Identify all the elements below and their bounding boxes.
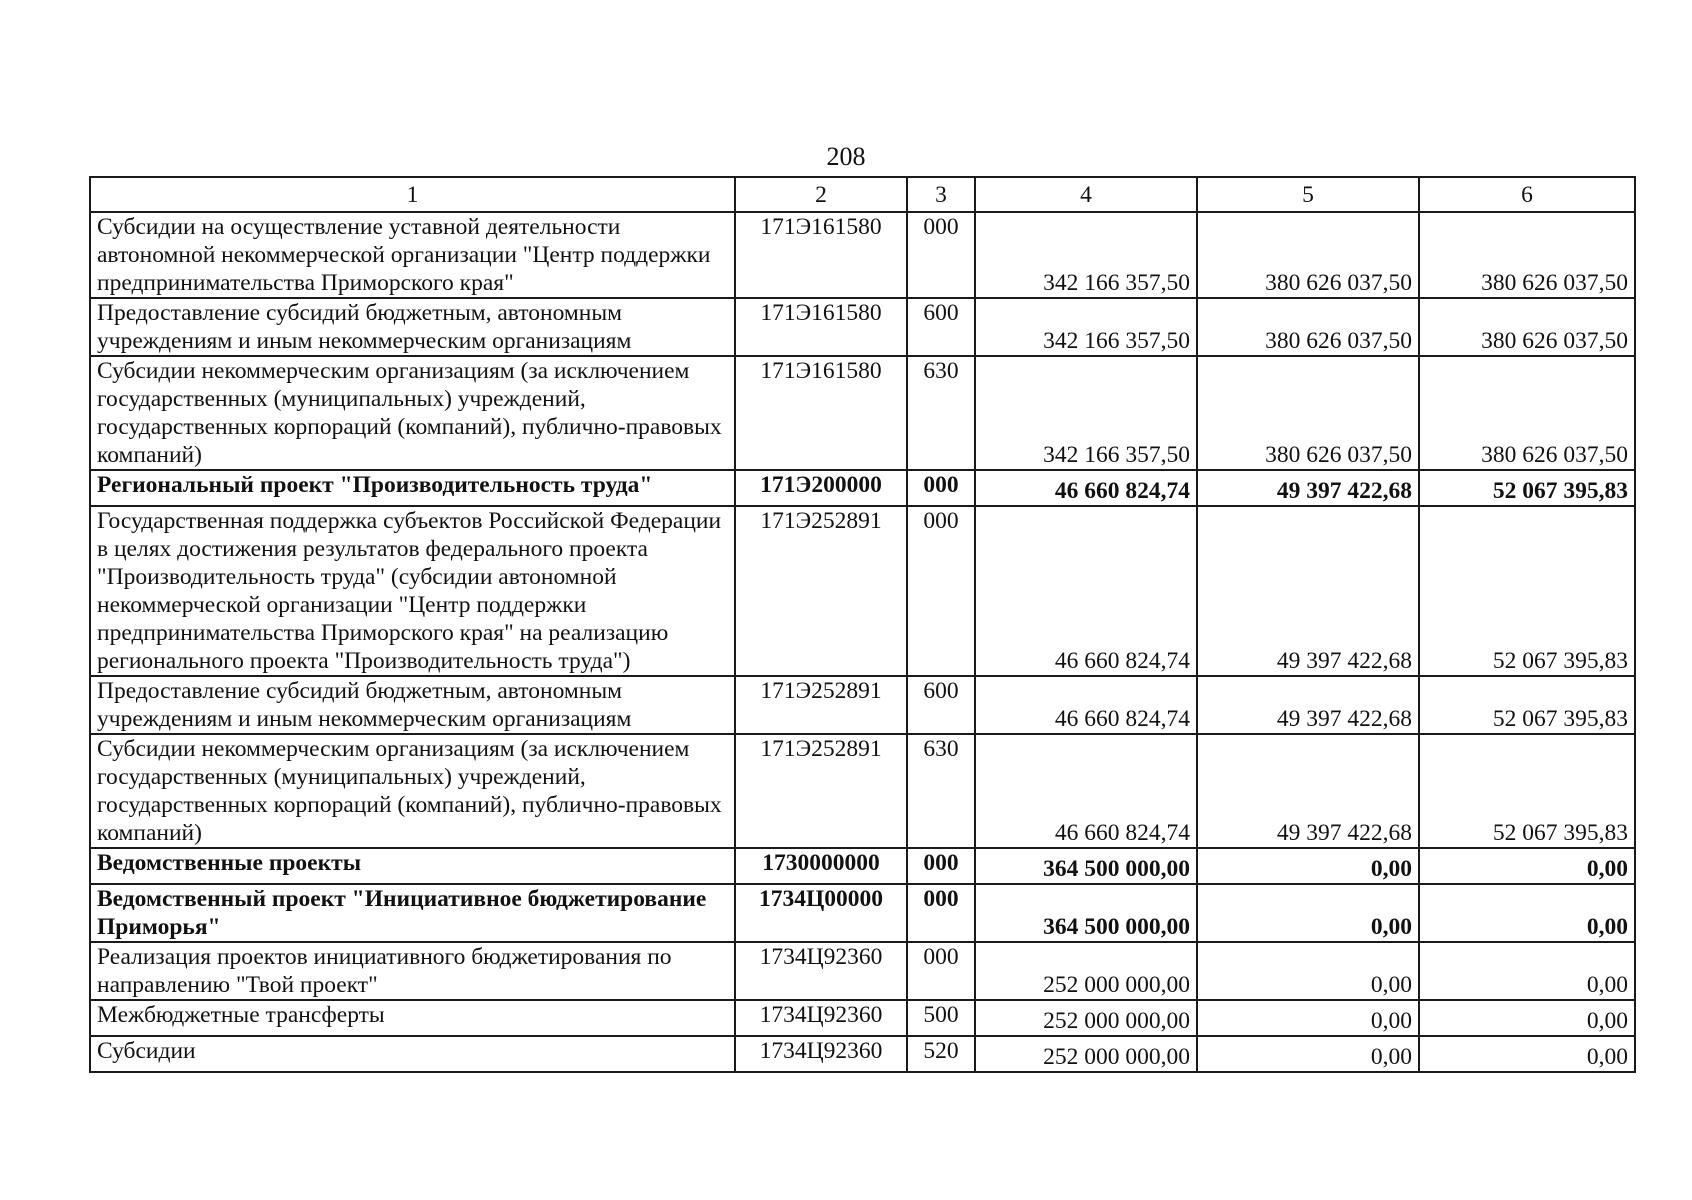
row-amount-col-6: 380 626 037,50 bbox=[1419, 212, 1635, 298]
column-number-1: 1 bbox=[90, 177, 735, 212]
row-amount-col-4: 46 660 824,74 bbox=[975, 676, 1197, 734]
row-amount-col-4: 252 000 000,00 bbox=[975, 1000, 1197, 1036]
row-name: Субсидии некоммерческим организациям (за исключением государственных (муниципальных) учреждений, государственных корпораций (компаний), публично-правовых компаний) bbox=[90, 734, 735, 848]
row-amount-col-6: 52 067 395,83 bbox=[1419, 676, 1635, 734]
row-amount-col-5: 0,00 bbox=[1197, 884, 1419, 942]
row-amount-col-4: 46 660 824,74 bbox=[975, 506, 1197, 676]
row-target-code: 171Э161580 bbox=[735, 298, 907, 356]
row-amount-col-6: 380 626 037,50 bbox=[1419, 356, 1635, 470]
row-amount-col-5: 0,00 bbox=[1197, 1000, 1419, 1036]
row-expense-type: 500 bbox=[907, 1000, 975, 1036]
table-row bbox=[90, 212, 1635, 298]
row-name: Субсидии на осуществление уставной деятельности автономной некоммерческой организации "Центр поддержки предпринимательства Приморского края" bbox=[90, 212, 735, 298]
row-expense-type: 630 bbox=[907, 356, 975, 470]
row-name: Предоставление субсидий бюджетным, автономным учреждениям и иным некоммерческим организациям bbox=[90, 676, 735, 734]
row-amount-col-6: 0,00 bbox=[1419, 942, 1635, 1000]
column-number-row bbox=[90, 177, 1635, 212]
table-row bbox=[90, 676, 1635, 734]
row-amount-col-4: 364 500 000,00 bbox=[975, 848, 1197, 884]
row-amount-col-6: 0,00 bbox=[1419, 1036, 1635, 1072]
column-number-4: 4 bbox=[975, 177, 1197, 212]
row-expense-type: 600 bbox=[907, 676, 975, 734]
row-amount-col-4: 46 660 824,74 bbox=[975, 734, 1197, 848]
row-target-code: 171Э252891 bbox=[735, 734, 907, 848]
row-amount-col-4: 252 000 000,00 bbox=[975, 942, 1197, 1000]
column-number-3: 3 bbox=[907, 177, 975, 212]
row-amount-col-5: 380 626 037,50 bbox=[1197, 356, 1419, 470]
table-row bbox=[90, 1036, 1635, 1072]
row-expense-type: 000 bbox=[907, 212, 975, 298]
row-name: Субсидии bbox=[90, 1036, 735, 1072]
table-row bbox=[90, 942, 1635, 1000]
row-name: Государственная поддержка субъектов Российской Федерации в целях достижения результатов федерального проекта "Производительность труда" (субсидии автономной некоммерческой организации "Центр поддержки предпринимательства Приморского края" на реализацию регионального проекта "Производительность труда") bbox=[90, 506, 735, 676]
row-name: Региональный проект "Производительность труда" bbox=[90, 470, 735, 506]
row-name: Субсидии некоммерческим организациям (за исключением государственных (муниципальных) учреждений, государственных корпораций (компаний), публично-правовых компаний) bbox=[90, 356, 735, 470]
budget-table bbox=[89, 176, 1636, 1073]
row-target-code: 1734Ц92360 bbox=[735, 1000, 907, 1036]
row-amount-col-5: 0,00 bbox=[1197, 848, 1419, 884]
row-name: Ведомственный проект "Инициативное бюджетирование Приморья" bbox=[90, 884, 735, 942]
row-target-code: 1730000000 bbox=[735, 848, 907, 884]
row-amount-col-6: 52 067 395,83 bbox=[1419, 734, 1635, 848]
row-target-code: 171Э252891 bbox=[735, 676, 907, 734]
row-amount-col-5: 49 397 422,68 bbox=[1197, 506, 1419, 676]
row-amount-col-5: 49 397 422,68 bbox=[1197, 734, 1419, 848]
row-target-code: 1734Ц92360 bbox=[735, 942, 907, 1000]
row-amount-col-6: 380 626 037,50 bbox=[1419, 298, 1635, 356]
row-amount-col-4: 252 000 000,00 bbox=[975, 1036, 1197, 1072]
page-number: 208 bbox=[826, 142, 866, 171]
row-amount-col-6: 52 067 395,83 bbox=[1419, 470, 1635, 506]
row-amount-col-5: 0,00 bbox=[1197, 942, 1419, 1000]
row-name: Предоставление субсидий бюджетным, автономным учреждениям и иным некоммерческим организациям bbox=[90, 298, 735, 356]
row-amount-col-4: 342 166 357,50 bbox=[975, 298, 1197, 356]
row-amount-col-6: 0,00 bbox=[1419, 848, 1635, 884]
row-amount-col-4: 342 166 357,50 bbox=[975, 356, 1197, 470]
row-amount-col-5: 0,00 bbox=[1197, 1036, 1419, 1072]
row-amount-col-5: 380 626 037,50 bbox=[1197, 298, 1419, 356]
row-target-code: 171Э252891 bbox=[735, 506, 907, 676]
table-row bbox=[90, 848, 1635, 884]
row-amount-col-5: 380 626 037,50 bbox=[1197, 212, 1419, 298]
row-name: Межбюджетные трансферты bbox=[90, 1000, 735, 1036]
column-number-2: 2 bbox=[735, 177, 907, 212]
column-number-6: 6 bbox=[1419, 177, 1635, 212]
row-expense-type: 000 bbox=[907, 848, 975, 884]
row-name: Ведомственные проекты bbox=[90, 848, 735, 884]
row-name: Реализация проектов инициативного бюджетирования по направлению "Твой проект" bbox=[90, 942, 735, 1000]
row-amount-col-5: 49 397 422,68 bbox=[1197, 470, 1419, 506]
row-amount-col-6: 0,00 bbox=[1419, 884, 1635, 942]
row-amount-col-6: 52 067 395,83 bbox=[1419, 506, 1635, 676]
column-number-5: 5 bbox=[1197, 177, 1419, 212]
row-target-code: 171Э200000 bbox=[735, 470, 907, 506]
table-row bbox=[90, 734, 1635, 848]
row-expense-type: 520 bbox=[907, 1036, 975, 1072]
row-amount-col-4: 342 166 357,50 bbox=[975, 212, 1197, 298]
table-row bbox=[90, 884, 1635, 942]
table-row bbox=[90, 470, 1635, 506]
budget-table-body bbox=[90, 177, 1635, 1072]
table-row bbox=[90, 506, 1635, 676]
row-expense-type: 600 bbox=[907, 298, 975, 356]
row-amount-col-6: 0,00 bbox=[1419, 1000, 1635, 1036]
table-row bbox=[90, 1000, 1635, 1036]
table-row bbox=[90, 356, 1635, 470]
table-row bbox=[90, 298, 1635, 356]
row-target-code: 1734Ц92360 bbox=[735, 1036, 907, 1072]
row-expense-type: 000 bbox=[907, 942, 975, 1000]
row-amount-col-5: 49 397 422,68 bbox=[1197, 676, 1419, 734]
row-amount-col-4: 364 500 000,00 bbox=[975, 884, 1197, 942]
row-expense-type: 000 bbox=[907, 470, 975, 506]
row-expense-type: 630 bbox=[907, 734, 975, 848]
row-target-code: 171Э161580 bbox=[735, 356, 907, 470]
row-expense-type: 000 bbox=[907, 884, 975, 942]
row-expense-type: 000 bbox=[907, 506, 975, 676]
row-target-code: 1734Ц00000 bbox=[735, 884, 907, 942]
row-target-code: 171Э161580 bbox=[735, 212, 907, 298]
row-amount-col-4: 46 660 824,74 bbox=[975, 470, 1197, 506]
